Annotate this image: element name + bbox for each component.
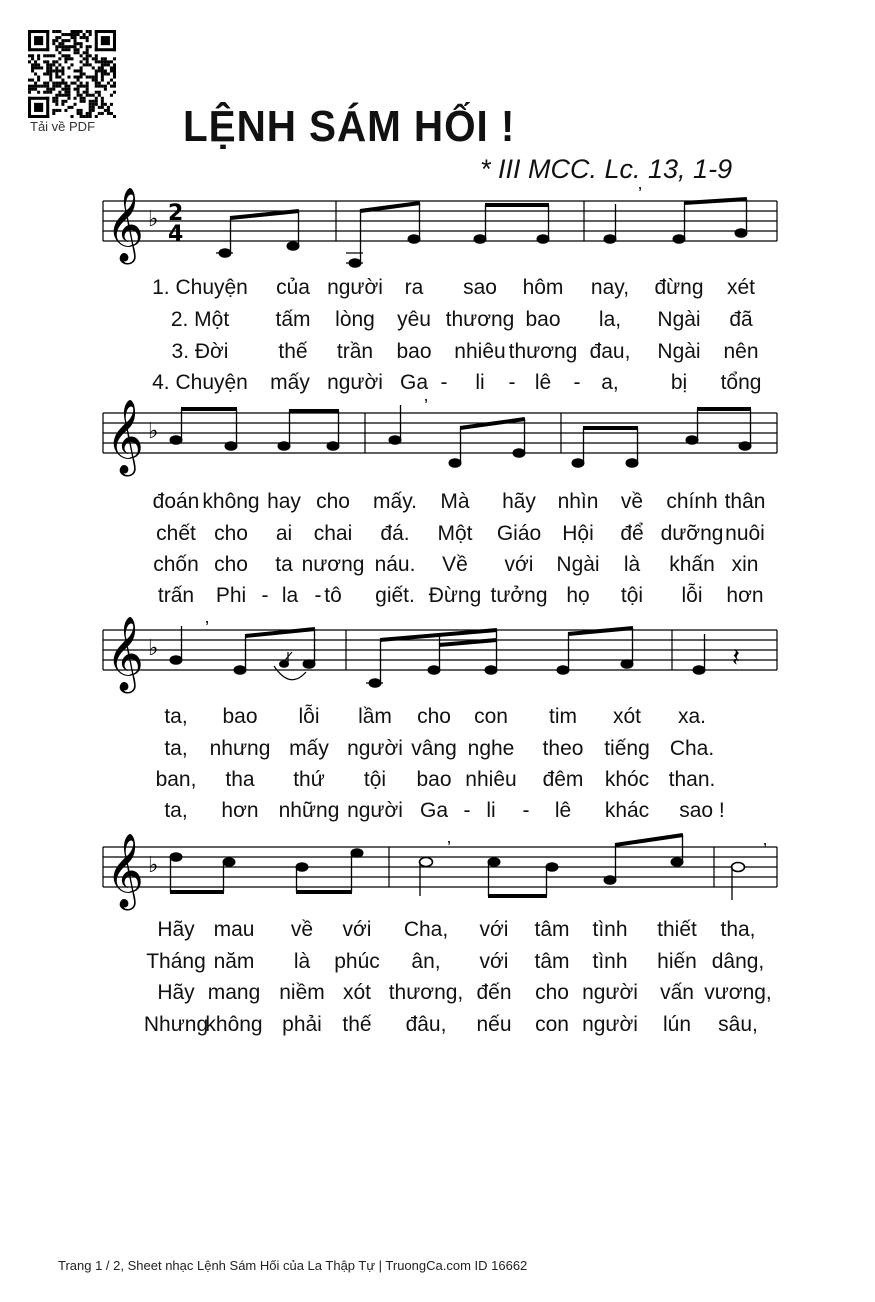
lyric-syllable: Ga	[419, 799, 449, 822]
lyric-syllable: ta,	[164, 799, 188, 822]
lyric-syllable: nuôi	[725, 522, 765, 545]
lyric-syllable: ra	[404, 276, 424, 299]
lyric-syllable: li	[475, 371, 485, 394]
lyric-syllable: li	[486, 799, 496, 822]
lyric-syllable: dâng,	[711, 950, 765, 973]
lyric-syllable: hay	[267, 490, 301, 513]
lyric-syllable: trần	[336, 340, 374, 363]
lyric-syllable: nếu	[476, 1013, 512, 1036]
lyric-line-3-4	[0, 799, 875, 825]
lyric-syllable: Ga	[399, 371, 429, 394]
lyric-syllable: Ngài	[657, 308, 701, 331]
flat-key-signature-icon: ♭	[148, 207, 159, 232]
lyric-syllable: thế	[342, 1013, 372, 1036]
lyric-syllable: trấn	[157, 584, 195, 607]
flat-key-signature-icon: ♭	[148, 853, 159, 878]
lyric-syllable: sao !	[679, 799, 725, 822]
lyric-syllable: dưỡng	[660, 522, 724, 545]
lyric-syllable: đêm	[542, 768, 584, 791]
lyric-syllable: tình	[592, 950, 628, 973]
lyric-syllable: chính	[666, 490, 718, 513]
lyric-syllable: lòng	[335, 308, 375, 331]
lyric-syllable: yêu	[397, 308, 431, 331]
lyric-syllable: cho	[316, 490, 350, 513]
breath-mark-icon: ’	[638, 184, 642, 204]
lyric-syllable: tội	[363, 768, 387, 791]
breath-mark-icon: ’	[205, 618, 209, 638]
lyric-syllable: đá.	[380, 522, 410, 545]
breath-mark-icon: ’	[447, 838, 451, 858]
lyric-line-1-4	[0, 371, 875, 397]
lyric-syllable: với	[479, 918, 509, 941]
lyric-syllable: vâng	[411, 737, 457, 760]
lyric-syllable: nhưng	[209, 737, 271, 760]
lyric-syllable: -	[573, 371, 581, 394]
lyric-syllable: thế	[278, 340, 308, 363]
lyric-syllable: a,	[601, 371, 619, 394]
lyric-syllable: 3. Đời	[171, 340, 229, 363]
lyric-syllable: xa.	[677, 705, 707, 728]
lyric-syllable: để	[620, 522, 644, 545]
lyric-syllable: nên	[723, 340, 759, 363]
lyric-syllable: bị	[670, 371, 688, 394]
lyric-line-1-1	[0, 276, 875, 302]
lyric-syllable: tấm	[275, 308, 311, 331]
lyric-syllable: những	[278, 799, 340, 822]
lyric-line-1-3	[0, 340, 875, 366]
lyric-syllable: là	[293, 950, 311, 973]
treble-clef-icon: 𝄞	[106, 400, 144, 474]
lyric-syllable: 1. Chuyện	[152, 276, 248, 299]
lyric-syllable: hôm	[522, 276, 564, 299]
lyric-syllable: sâu,	[718, 1013, 758, 1036]
lyric-syllable: bao	[525, 308, 561, 331]
lyric-syllable: sao	[463, 276, 497, 299]
lyric-syllable: chai	[313, 522, 353, 545]
lyric-syllable: hơn	[221, 799, 259, 822]
lyric-syllable: bao	[222, 705, 258, 728]
lyric-syllable: xin	[731, 553, 759, 576]
lyric-syllable: người	[582, 1013, 638, 1036]
lyric-syllable: xót	[612, 705, 642, 728]
lyric-syllable: vương,	[704, 981, 772, 1004]
lyric-syllable: đâu,	[405, 1013, 447, 1036]
lyric-syllable: Tháng	[146, 950, 206, 973]
lyric-syllable: cho	[214, 553, 248, 576]
lyric-syllable: thương	[508, 340, 578, 363]
lyric-syllable: nương	[301, 553, 365, 576]
lyric-syllable: phải	[282, 1013, 322, 1036]
lyric-syllable: Cha.	[669, 737, 715, 760]
lyric-syllable: tô	[324, 584, 342, 607]
lyric-syllable: tổng	[720, 371, 762, 394]
lyric-line-2-2	[0, 522, 875, 548]
lyric-syllable: ta,	[164, 737, 188, 760]
lyric-line-4-4	[0, 1013, 875, 1039]
lyric-syllable: phúc	[334, 950, 380, 973]
lyric-syllable: không	[205, 1013, 263, 1036]
lyric-syllable: la	[281, 584, 299, 607]
lyric-syllable: lỗi	[298, 705, 320, 728]
lyric-line-3-2	[0, 737, 875, 763]
lyric-syllable: -	[508, 371, 516, 394]
lyric-syllable: ta	[275, 553, 293, 576]
lyric-syllable: người	[327, 371, 383, 394]
lyric-syllable: tâm	[534, 918, 570, 941]
lyric-syllable: Mà	[440, 490, 470, 513]
song-title: LỆNH SÁM HỐI !	[183, 102, 516, 151]
lyric-syllable: đã	[729, 308, 753, 331]
lyric-line-3-3	[0, 768, 875, 794]
breath-mark-icon: ’	[763, 840, 767, 860]
lyric-syllable: tha,	[720, 918, 756, 941]
lyric-syllable: tưởng	[490, 584, 548, 607]
lyric-syllable: tim	[549, 705, 577, 728]
breath-mark-icon: ’	[424, 396, 428, 416]
lyric-line-4-1	[0, 918, 875, 944]
lyric-syllable: nhiêu	[465, 768, 517, 791]
lyric-line-4-2	[0, 950, 875, 976]
lyric-syllable: 4. Chuyện	[152, 371, 248, 394]
lyric-syllable: Hãy	[157, 918, 195, 941]
lyric-syllable: năm	[213, 950, 255, 973]
lyric-syllable: với	[342, 918, 372, 941]
lyric-syllable: -	[261, 584, 269, 607]
lyric-syllable: ai	[275, 522, 293, 545]
lyric-syllable: tội	[620, 584, 644, 607]
lyric-line-3-1	[0, 705, 875, 731]
lyric-syllable: tha	[225, 768, 255, 791]
lyric-line-1-2	[0, 308, 875, 334]
lyric-syllable: Phi	[215, 584, 247, 607]
lyric-syllable: giết.	[375, 584, 415, 607]
lyric-syllable: đoán	[152, 490, 200, 513]
lyric-syllable: Đừng	[428, 584, 482, 607]
lyric-syllable: khóc	[604, 768, 650, 791]
lyric-syllable: chốn	[153, 553, 199, 576]
lyric-syllable: về	[290, 918, 314, 941]
lyric-syllable: người	[347, 799, 403, 822]
flat-key-signature-icon: ♭	[148, 419, 159, 444]
flat-key-signature-icon: ♭	[148, 636, 159, 661]
quarter-rest-icon: 𝄽	[732, 643, 740, 673]
lyric-syllable: ban,	[155, 768, 197, 791]
lyric-syllable: thiết	[657, 918, 697, 941]
lyric-syllable: người	[582, 981, 638, 1004]
lyric-syllable: khác	[604, 799, 650, 822]
lyric-syllable: Giáo	[496, 522, 542, 545]
lyric-syllable: với	[479, 950, 509, 973]
lyric-syllable: cho	[214, 522, 248, 545]
lyric-syllable: náu.	[374, 553, 416, 576]
lyric-syllable: nhìn	[557, 490, 599, 513]
lyric-syllable: thương,	[388, 981, 464, 1004]
lyric-syllable: hơn	[726, 584, 764, 607]
lyric-syllable: tình	[592, 918, 628, 941]
lyric-syllable: nay,	[590, 276, 630, 299]
lyric-syllable: mấy.	[373, 490, 417, 513]
lyric-syllable: lê	[534, 371, 552, 394]
lyric-syllable: Một	[437, 522, 473, 545]
lyric-syllable: Ngài	[657, 340, 701, 363]
lyric-syllable: tâm	[534, 950, 570, 973]
lyric-syllable: Hãy	[157, 981, 195, 1004]
lyric-syllable: đau,	[589, 340, 631, 363]
lyric-syllable: người	[327, 276, 383, 299]
lyric-line-2-1	[0, 490, 875, 516]
lyric-syllable: -	[440, 371, 448, 394]
lyric-syllable: nhiêu	[454, 340, 506, 363]
time-signature-top: 2	[168, 201, 184, 226]
lyric-syllable: thứ	[293, 768, 325, 791]
lyric-syllable: lê	[554, 799, 572, 822]
lyric-syllable: niềm	[279, 981, 325, 1004]
lyric-syllable: Hội	[562, 522, 594, 545]
lyric-syllable: theo	[542, 737, 584, 760]
lyric-syllable: cho	[417, 705, 451, 728]
lyric-syllable: ta,	[164, 705, 188, 728]
time-signature-bottom: 4	[168, 222, 184, 247]
treble-clef-icon: 𝄞	[106, 834, 144, 908]
lyric-syllable: mấy	[270, 371, 310, 394]
scripture-reference: * III MCC. Lc. 13, 1-9	[480, 154, 733, 184]
lyric-syllable: xét	[726, 276, 756, 299]
lyric-syllable: đừng	[654, 276, 704, 299]
lyric-syllable: mang	[207, 981, 261, 1004]
lyric-syllable: bao	[416, 768, 452, 791]
page-footer: Trang 1 / 2, Sheet nhạc Lệnh Sám Hối của La Thập Tự | TruongCa.com ID 16662	[58, 1258, 528, 1273]
lyric-syllable: nghe	[467, 737, 515, 760]
lyric-syllable: -	[314, 584, 322, 607]
lyric-syllable: đến	[476, 981, 512, 1004]
lyric-syllable: cho	[535, 981, 569, 1004]
lyric-line-4-3	[0, 981, 875, 1007]
lyric-syllable: 2. Một	[170, 308, 230, 331]
treble-clef-icon: 𝄞	[106, 188, 144, 262]
lyric-syllable: ân,	[411, 950, 441, 973]
lyric-syllable: chết	[156, 522, 196, 545]
lyric-syllable: con	[535, 1013, 569, 1036]
lyric-syllable: người	[347, 737, 403, 760]
lyric-syllable: -	[463, 799, 471, 822]
lyric-syllable: Nhưng	[143, 1013, 209, 1036]
lyric-syllable: lún	[662, 1013, 692, 1036]
lyric-syllable: xót	[342, 981, 372, 1004]
lyric-syllable: không	[202, 490, 260, 513]
lyric-line-2-3	[0, 553, 875, 579]
lyric-syllable: là	[623, 553, 641, 576]
lyric-syllable: -	[522, 799, 530, 822]
lyric-syllable: của	[276, 276, 310, 299]
lyric-syllable: họ	[566, 584, 590, 607]
lyric-syllable: hiến	[657, 950, 697, 973]
lyric-syllable: lỗi	[681, 584, 703, 607]
lyric-syllable: Cha,	[403, 918, 449, 941]
lyric-syllable: khấn	[669, 553, 715, 576]
lyric-syllable: than.	[668, 768, 716, 791]
lyric-syllable: Về	[442, 553, 468, 576]
lyric-syllable: lầm	[358, 705, 392, 728]
lyric-syllable: thân	[724, 490, 766, 513]
lyric-syllable: mau	[213, 918, 255, 941]
staff-lines	[103, 847, 777, 887]
lyric-syllable: thương	[445, 308, 515, 331]
lyric-line-2-4	[0, 584, 875, 610]
lyric-syllable: la,	[598, 308, 622, 331]
lyric-syllable: hãy	[502, 490, 536, 513]
download-pdf-label[interactable]: Tải về PDF	[30, 119, 96, 134]
lyric-syllable: vấn	[660, 981, 694, 1004]
lyric-syllable: với	[504, 553, 534, 576]
lyric-syllable: mấy	[289, 737, 329, 760]
lyric-syllable: Ngài	[556, 553, 600, 576]
lyric-syllable: con	[474, 705, 508, 728]
lyric-syllable: tiếng	[604, 737, 650, 760]
treble-clef-icon: 𝄞	[106, 617, 144, 691]
lyric-syllable: về	[620, 490, 644, 513]
lyric-syllable: bao	[396, 340, 432, 363]
